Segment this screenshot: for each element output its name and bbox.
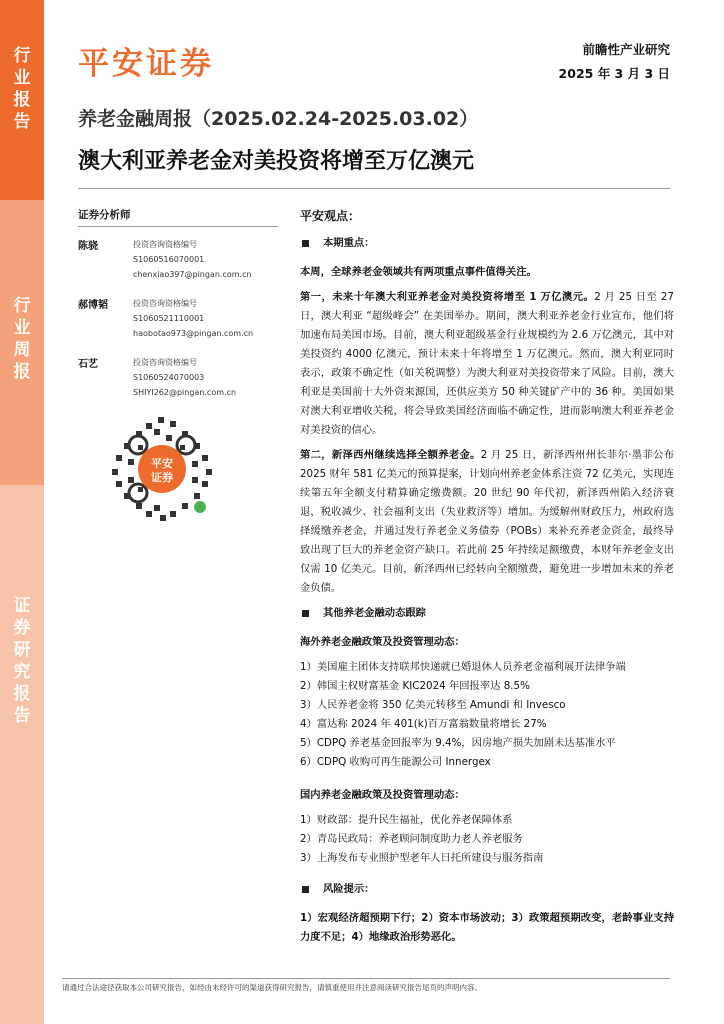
square-bullet-icon xyxy=(302,610,309,617)
analyst-cert-label: 投资咨询资格编号 xyxy=(133,299,197,308)
pingan-view-heading: 平安观点： xyxy=(300,209,361,223)
list-item: 3）人民养老金将 350 亿美元转移至 Amundi 和 Invesco xyxy=(300,699,566,711)
paragraph-2 xyxy=(300,446,674,598)
square-bullet-icon xyxy=(302,240,309,247)
side-band-label-2: 行业周报 xyxy=(13,296,31,382)
analyst-row xyxy=(78,355,278,400)
report-meta xyxy=(559,38,670,86)
side-band-label-1: 行业报告 xyxy=(13,46,31,132)
analyst-cert: S1060516070001 xyxy=(133,255,205,264)
analyst-name: 陈骁 xyxy=(78,241,98,252)
list-item: 2）青岛民政局：养老顾问制度助力老人养老服务 xyxy=(300,833,523,845)
analyst-email[interactable]: haobotao973@pingan.com.cn xyxy=(133,329,254,338)
analyst-cert: S1060524070003 xyxy=(133,373,205,382)
list-item: 2）韩国主权财富基金 KIC2024 年回报率达 8.5% xyxy=(300,680,530,692)
paragraph-1-body: 2 月 25 日至 27 日，澳大利亚 “超级峰会” 在美国举办。期间，澳大利亚养老金行业宣布，他们将加速布局美国市场。目前，澳大利亚超级基金行业规模约为 2.6 万亿澳元，其中对美投资约 4000 亿澳元，预计未来十年将增至 1 万亿澳元。然而，澳大利亚同时表示，政策不确定性（如关税调整）为澳大利亚对美投资带来了风险。目前，澳大利亚是美国前十大外资来源国，还供应美方 50 种关键矿产中的 36 种。美国如果对澳大利亚增收关税，将会导致美国经济面临不确定性，进而影响澳大利亚养老金对美投资的信心。 xyxy=(300,291,674,436)
risk-heading-label: 风险提示： xyxy=(323,883,375,895)
list-item: 3）上海发布专业照护型老年人日托所建设与服务指南 xyxy=(300,852,544,864)
analyst-name: 郝博韬 xyxy=(78,300,108,311)
analyst-row xyxy=(78,296,278,341)
domestic-heading: 国内养老金融政策及投资管理动态： xyxy=(300,789,465,801)
analyst-cert-label: 投资咨询资格编号 xyxy=(133,240,197,249)
report-title: 澳大利亚养老金对美投资将增至万亿澳元 xyxy=(78,149,475,174)
risk-text: 1）宏观经济超预期下行；2）资本市场波动；3）政策超预期改变，老龄事业支持力度不足；4）地缘政治形势恶化。 xyxy=(300,912,674,944)
paragraph-1 xyxy=(300,288,674,440)
square-bullet-icon xyxy=(302,886,309,893)
focus-heading-label: 本期重点： xyxy=(323,237,375,249)
overseas-heading: 海外养老金融政策及投资管理动态： xyxy=(300,636,465,648)
side-band-weekly xyxy=(0,200,44,485)
main-content xyxy=(300,207,674,958)
paragraph-2-lead: 第二，新泽西州继续选择全额养老金。 xyxy=(300,449,481,461)
report-type: 前瞻性产业研究 xyxy=(582,42,670,57)
risk-heading xyxy=(300,880,674,899)
report-subtitle: 养老金融周报（2025.02.24-2025.03.02） xyxy=(78,108,479,130)
analyst-name: 石艺 xyxy=(78,359,98,370)
list-item: 4）富达称 2024 年 401(k)百万富翁数量将增长 27% xyxy=(300,718,547,730)
footer-disclaimer: 请通过合法途径获取本公司研究报告，如经由未经许可的渠道获得研究报告，请慎重使用并注意阅读研究报告尾页的声明内容。 xyxy=(62,978,670,993)
analyst-row xyxy=(78,237,278,282)
intro-text: 本周，全球养老金领域共有两项重点事件值得关注。 xyxy=(300,266,537,278)
list-item: 1）财政部：提升民生福祉，优化养老保障体系 xyxy=(300,814,513,826)
analyst-cert: S1060521110001 xyxy=(133,314,205,323)
company-logo: 平安证券 xyxy=(78,46,214,82)
list-item: 6）CDPQ 收购可再生能源公司 Innergex xyxy=(300,756,491,768)
paragraph-2-body: 2 月 25 日，新泽西州州长菲尔·墨菲公布 2025 财年 581 亿美元的预算提案，计划向州养老金体系注资 72 亿美元，实现连续第五年全额支付精算确定缴费额。20 世纪 90 年代初，新泽西州陷入经济衰退，税收减少、社会福利支出（失业救济等）增加。为缓解州财政压力，州政府选择缓缴养老金，并通过发行养老金义务债券（POBs）来补充养老金资金，最终导致出现了巨大的养老金资产缺口。若此前 25 年持续足额缴费，本财年养老金支出仅需 10 亿美元。目前，新泽西州已经转向全额缴费，避免进一步增加未来的养老金负债。 xyxy=(300,449,675,594)
paragraph-1-lead: 第一，未来十年澳大利亚养老金对美投资将增至 1 万亿澳元。 xyxy=(300,291,595,303)
list-item: 1）美国雇主团体支持联邦快递就已婚退休人员养老金福利展开法律争端 xyxy=(300,661,626,673)
side-band-industry-report xyxy=(0,0,44,200)
analyst-email[interactable]: SHIYI262@pingan.com.cn xyxy=(133,388,237,397)
header-divider xyxy=(78,188,670,189)
other-heading-label: 其他养老金融动态跟踪 xyxy=(323,607,426,619)
qr-code[interactable] xyxy=(108,415,216,523)
qr-label-top: 平安 xyxy=(151,457,173,470)
analyst-email[interactable]: chenxiao397@pingan.com.cn xyxy=(133,270,252,279)
list-item: 5）CDPQ 养老基金回报率为 9.4%，因房地产损失加剧未达基准水平 xyxy=(300,737,616,749)
qr-label-bottom: 证券 xyxy=(151,471,173,484)
side-band-label-3: 证券研究报告 xyxy=(13,596,31,726)
other-heading xyxy=(300,604,674,623)
analyst-cert-label: 投资咨询资格编号 xyxy=(133,358,197,367)
focus-heading xyxy=(300,234,674,253)
analyst-heading: 证券分析师 xyxy=(78,207,278,227)
analyst-panel xyxy=(78,207,278,414)
side-band-research xyxy=(0,485,44,1024)
report-date: 2025 年 3 月 3 日 xyxy=(558,66,670,81)
